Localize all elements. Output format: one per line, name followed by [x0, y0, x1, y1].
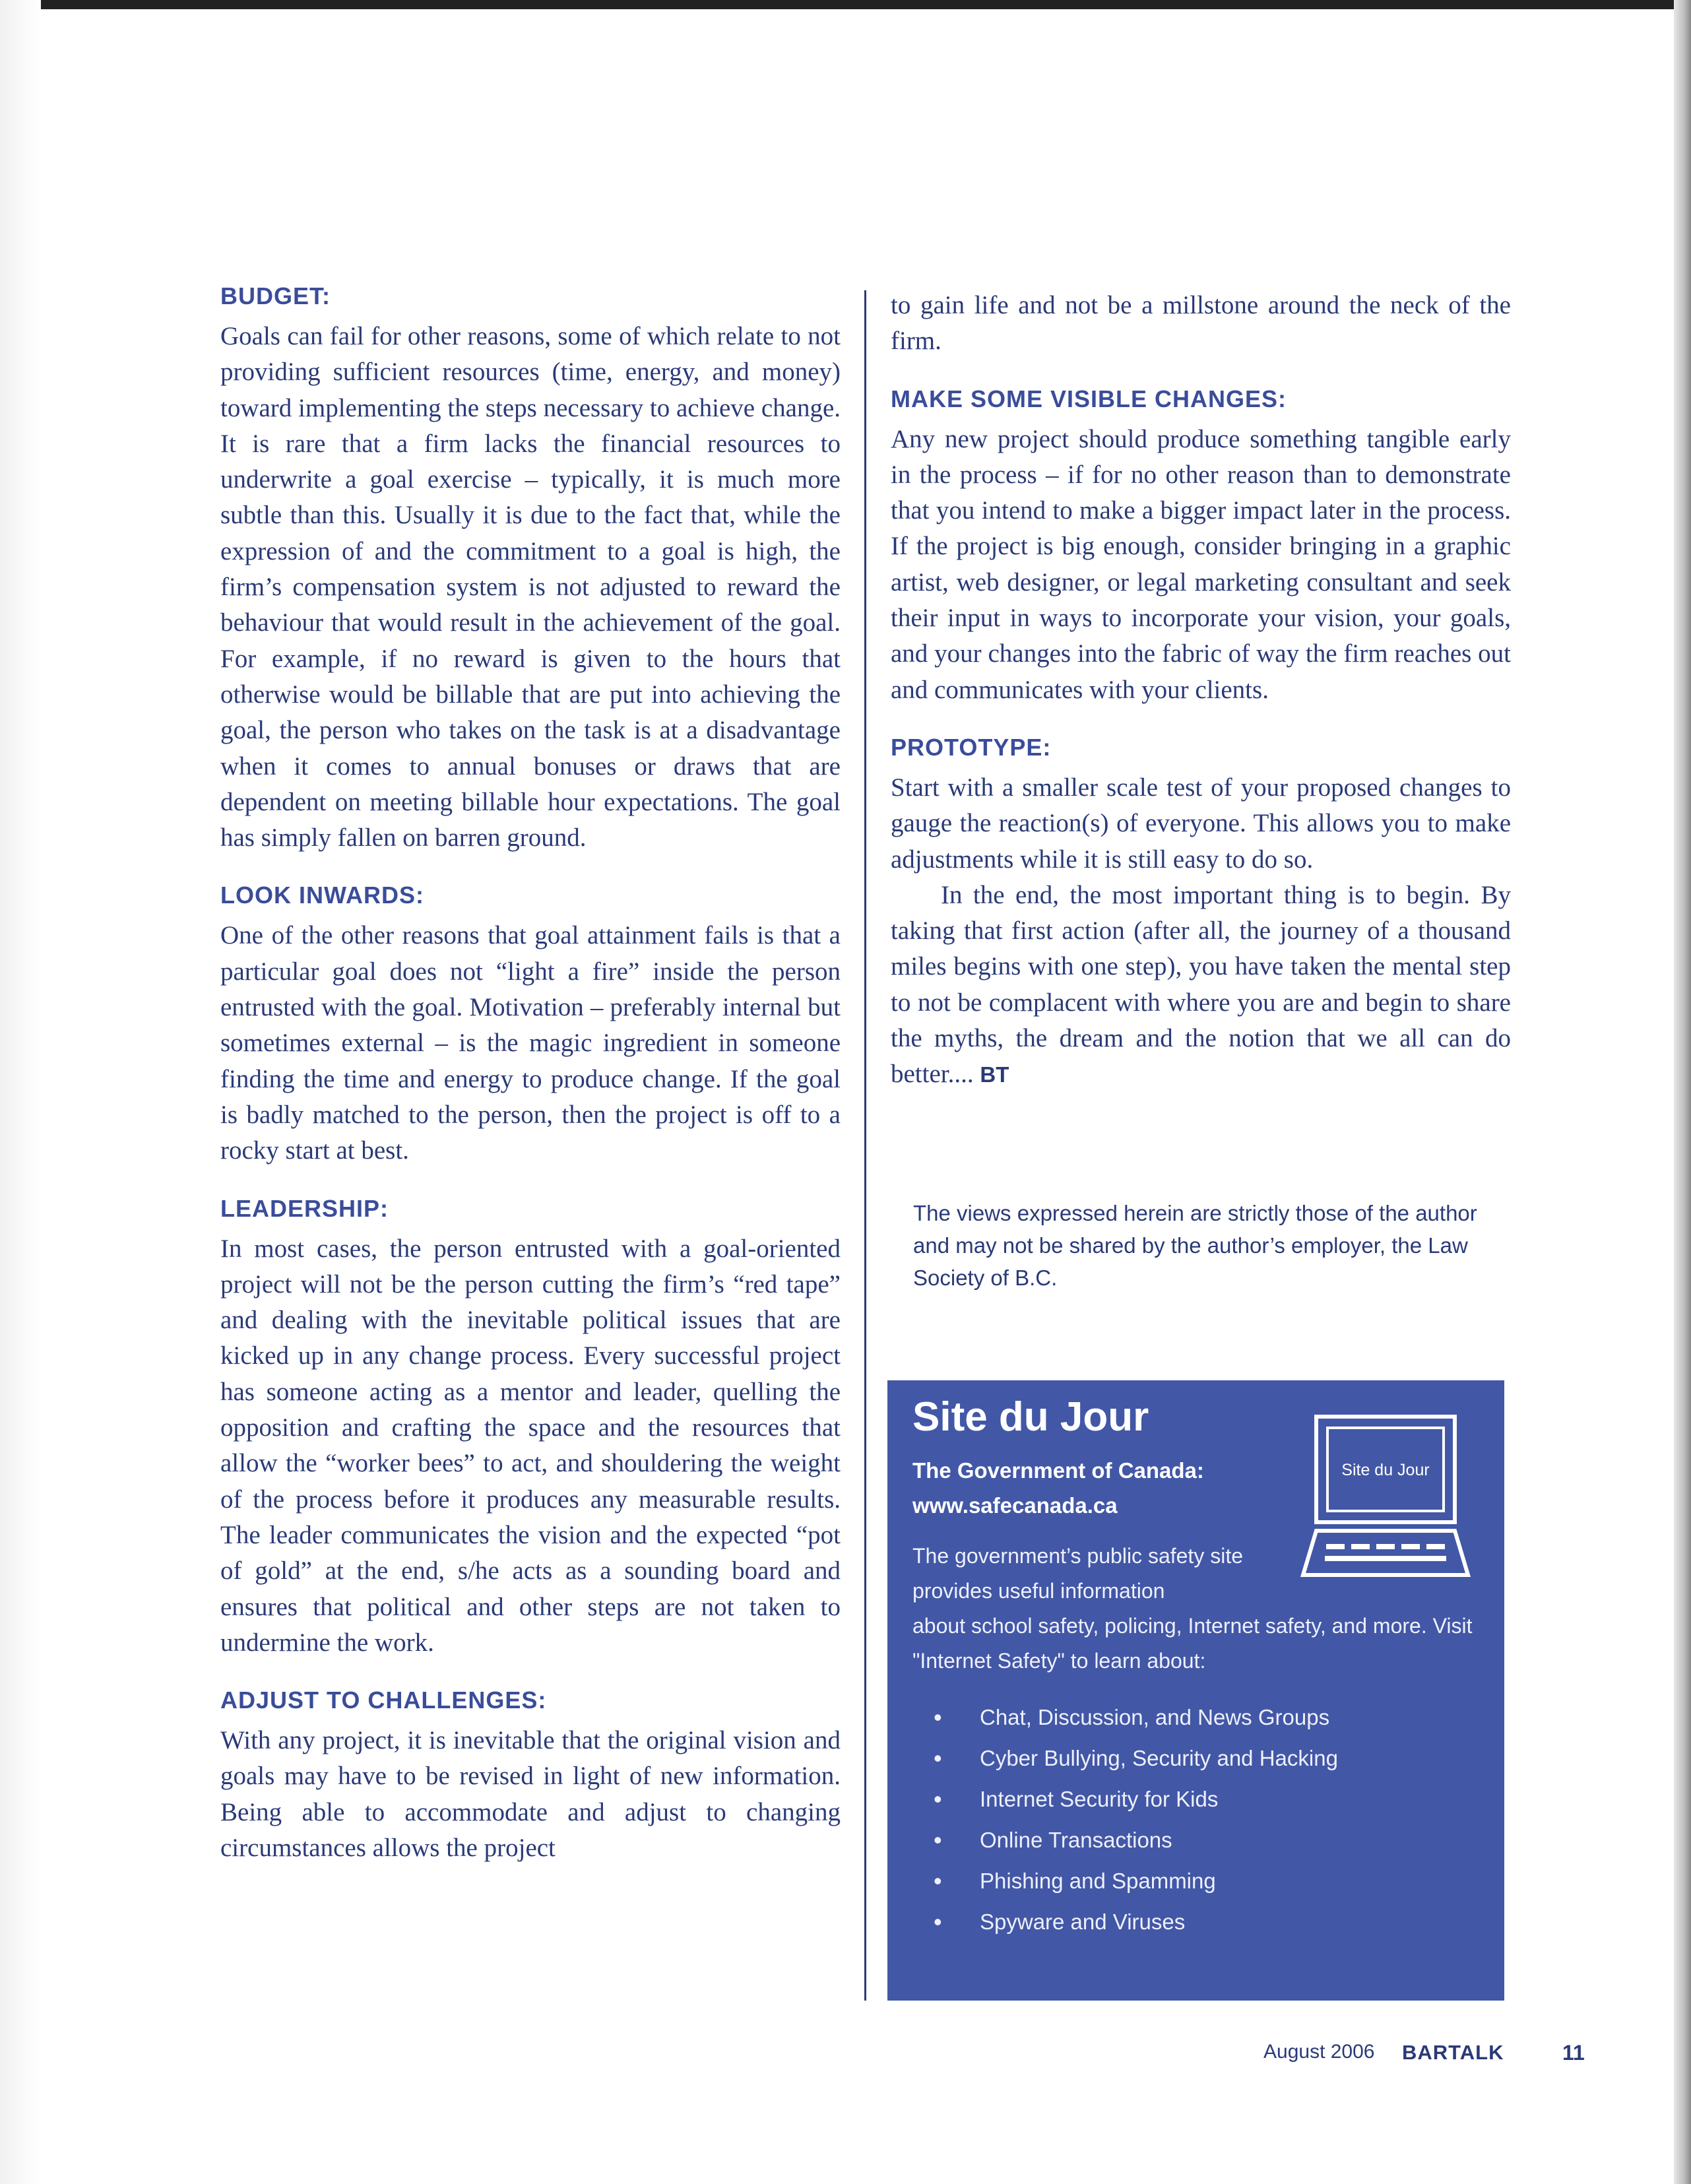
- site-org: The Government of Canada:: [912, 1458, 1204, 1483]
- site-du-jour-title: Site du Jour: [912, 1394, 1149, 1440]
- leadership-heading: LEADERSHIP:: [220, 1194, 389, 1222]
- site-intro-first: The government’s public safety site provides useful information: [912, 1544, 1243, 1603]
- footer-date: August 2006: [1263, 2041, 1375, 2063]
- budget-heading: BUDGET:: [220, 282, 331, 309]
- scan-top-edge: [0, 0, 1691, 9]
- left-column: [220, 280, 841, 1866]
- list-item: • Chat, Discussion, and News Groups: [934, 1697, 1338, 1738]
- list-item: • Internet Security for Kids: [934, 1779, 1338, 1820]
- visible-changes-heading: MAKE SOME VISIBLE CHANGES:: [891, 385, 1287, 412]
- site-du-jour-box: [887, 1380, 1504, 2001]
- scan-right-edge: [1674, 0, 1691, 2184]
- site-intro-rest: about school safety, policing, Internet safety, and more. Visit "Internet Safety" to learn about:: [912, 1614, 1473, 1673]
- list-item: • Online Transactions: [934, 1820, 1338, 1861]
- site-url-link[interactable]: www.safecanada.ca: [912, 1493, 1118, 1518]
- footer-magazine-name: BARTALK: [1402, 2041, 1504, 2064]
- prototype-paragraph: Start with a smaller scale test of your proposed changes to gauge the reaction(s) of everyone. This allows you to make adjustments while it is still easy to do so.: [891, 773, 1511, 874]
- author-signoff: BT: [980, 1062, 1009, 1087]
- disclaimer-note: The views expressed herein are strictly those of the author and may not be shared by the author’s employer, the Law Society of B.C.: [913, 1201, 1477, 1290]
- adjust-heading: ADJUST TO CHALLENGES:: [220, 1686, 547, 1714]
- right-column: [891, 288, 1511, 1093]
- closing-text: In the end, the most important thing is to begin. By taking that first action (after all, the journey of a thousand miles begins with one step), you have taken the mental step to not be complacent with where you are and begin to share the myths, the dream and the notion that we all can do better....: [891, 880, 1511, 1089]
- list-item: • Cyber Bullying, Security and Hacking: [934, 1738, 1338, 1779]
- computer-screen-label: Site du Jour: [1341, 1461, 1430, 1479]
- look-inwards-paragraph: One of the other reasons that goal attainment fails is that a particular goal does not “light a fire” inside the person entrusted with the goal. Motivation – preferably internal but sometimes external – is the magic ingredient in someone finding the time and energy to produce change. If the goal is badly matched to the person, then the project is off to a rocky start at best.: [220, 921, 841, 1165]
- scan-left-edge: [0, 0, 41, 2184]
- look-inwards-heading: LOOK INWARDS:: [220, 882, 424, 909]
- budget-paragraph: Goals can fail for other reasons, some of which relate to not providing sufficient resources (time, energy, and money) toward implementing the steps necessary to achieve change. It is rare that a firm lacks the financial resources to underwrite a goal exercise – typically, it is much more subtle than this. Usually it is due to the fact that, while the expression of and the commitment to a goal is high, the firm’s compensation system is not adjusted to reward the behaviour that would result in the achievement of the goal. For example, if no reward is given to the hours that otherwise would be billable that are put into achieving the goal, the person who takes on the task is at a disadvantage when it comes to annual bonuses or draws that are dependent on meeting billable hour expectations. The goal has simply fallen on barren ground.: [220, 322, 841, 852]
- site-du-jour-source: [912, 1453, 1282, 1523]
- list-item: • Phishing and Spamming: [934, 1861, 1338, 1902]
- page-number: 11: [1562, 2041, 1585, 2065]
- prototype-heading: PROTOTYPE:: [891, 733, 1052, 761]
- visible-changes-paragraph: Any new project should produce something tangible early in the process – if for no other reason than to demonstrate that you intend to make a bigger impact later in the process. If the project is big enough, consider bringing in a graphic artist, web designer, or legal marketing consultant and seek their input in ways to incorporate your vision, your goals, and your changes into the fabric of way the firm reaches out and communicates with your clients.: [891, 424, 1511, 704]
- list-item: • Spyware and Viruses: [934, 1902, 1338, 1943]
- site-description: [912, 1539, 1493, 1679]
- closing-paragraph: [891, 878, 1511, 1093]
- leadership-paragraph: In most cases, the person entrusted with a goal-oriented project will not be the person cutting the firm’s “red tape” and dealing with the inevitable political issues that are kicked up in any change process. Every successful project has someone acting as a mentor and leader, quelling the opposition and crafting the space and the resources that allow the “worker bees” to act, and shouldering the weight of the process before it produces any measurable results. The leader communicates the vision and the expected “pot of gold” at the end, s/he acts as a sounding board and ensures that political and other steps are not taken to undermine the work.: [220, 1234, 841, 1657]
- adjust-continued-paragraph: to gain life and not be a millstone around the neck of the firm.: [891, 291, 1511, 356]
- column-divider: [864, 290, 866, 2001]
- safety-topics-list: [934, 1697, 1338, 1943]
- adjust-paragraph: With any project, it is inevitable that the original vision and goals may have to be revised in light of new information. Being able to accommodate and adjust to changing circumstances allows the project: [220, 1726, 841, 1862]
